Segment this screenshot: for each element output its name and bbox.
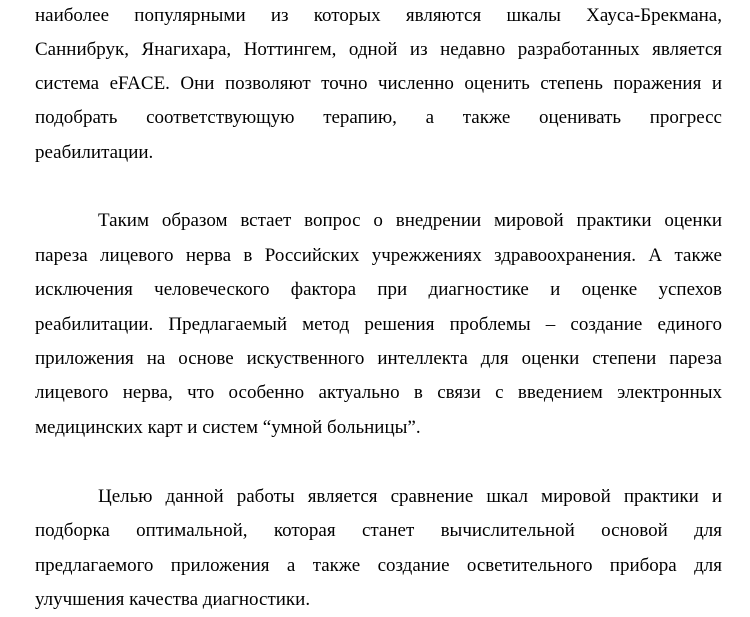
text-line: реабилитации.: [35, 142, 154, 163]
text-line: реабилитации. Предлагаемый метод решения проблемы – создание единого: [35, 314, 722, 335]
text-line: улучшения качества диагностики.: [35, 589, 311, 610]
text-line: приложения на основе искуственного интеллекта для оценки степени пареза: [35, 348, 722, 369]
text-line: Таким образом встает вопрос о внедрении мировой практики оценки: [98, 210, 722, 231]
text-line: подобрать соответствующую терапию, а также оценивать прогресс: [35, 107, 722, 128]
text-line: медицинских карт и систем “умной больницы”.: [35, 417, 421, 438]
text-line: предлагаемого приложения а также создание осветительного прибора для: [35, 555, 722, 576]
text-line: система eFACE. Они позволяют точно численно оценить степень поражения и: [35, 73, 722, 94]
text-line: подборка оптимальной, которая станет вычислительной основой для: [35, 520, 722, 541]
text-line: пареза лицевого нерва в Российских учрежжениях здравоохранения. А также: [35, 245, 722, 266]
text-line: лицевого нерва, что особенно актуально в связи с введением электронных: [35, 382, 722, 403]
text-line: Саннибрук, Янагихара, Ноттингем, одной из недавно разработанных является: [35, 39, 722, 60]
text-line: исключения человеческого фактора при диагностике и оценке успехов: [35, 279, 722, 300]
text-line: Целью данной работы является сравнение шкал мировой практики и: [98, 486, 722, 507]
text-line: наиболее популярными из которых являются шкалы Хауса-Брекмана,: [35, 5, 722, 26]
